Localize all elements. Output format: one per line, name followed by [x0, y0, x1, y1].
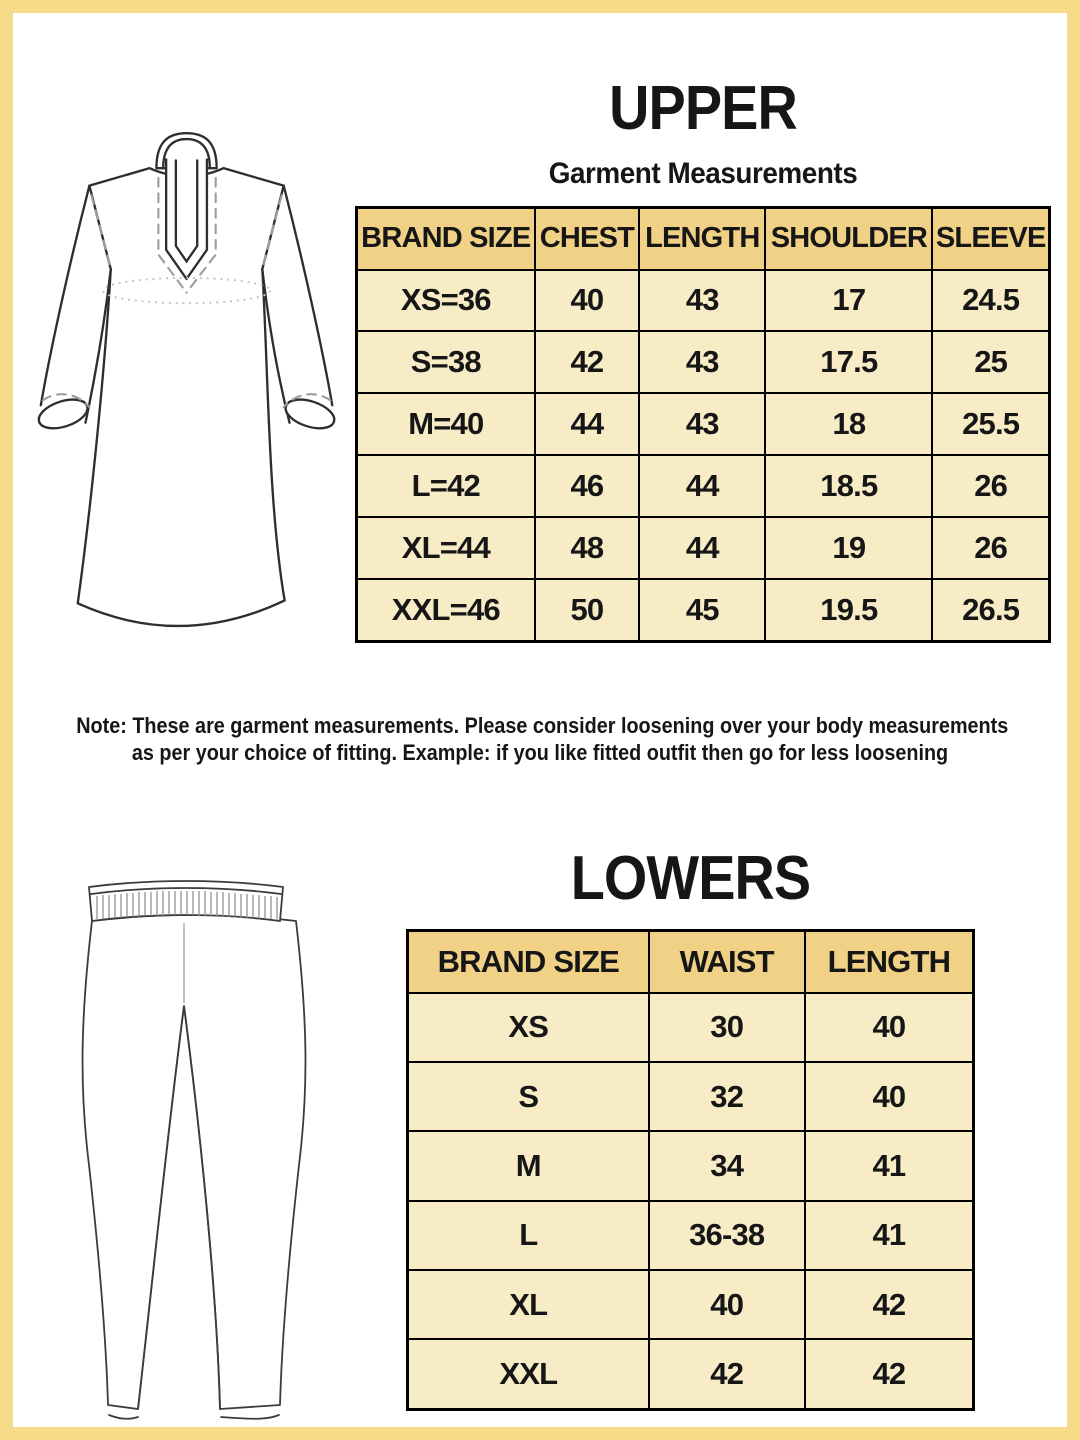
- column-header-shoulder: SHOULDER: [765, 208, 932, 270]
- upper-title: UPPER: [609, 74, 797, 143]
- table-cell: 44: [639, 517, 765, 579]
- table-row: [357, 393, 1050, 455]
- table-cell: 43: [639, 393, 765, 455]
- column-header-brand-size: BRAND SIZE: [357, 208, 535, 270]
- column-header-length: LENGTH: [805, 931, 974, 993]
- table-cell: 30: [649, 993, 805, 1062]
- table-cell: 42: [805, 1339, 974, 1409]
- table-cell: 19: [765, 517, 932, 579]
- table-cell: 42: [535, 331, 640, 393]
- upper-size-table: [355, 206, 1051, 643]
- table-row: [408, 1062, 974, 1131]
- table-cell: 43: [639, 331, 765, 393]
- upper-section-title: [355, 74, 1051, 143]
- table-cell: 26.5: [932, 579, 1049, 642]
- table-cell: 25: [932, 331, 1049, 393]
- table-cell: 44: [639, 455, 765, 517]
- table-cell: M: [408, 1131, 649, 1200]
- table-cell: 24.5: [932, 270, 1049, 332]
- column-header-sleeve: SLEEVE: [932, 208, 1049, 270]
- table-cell: XS: [408, 993, 649, 1062]
- table-cell: XL: [408, 1270, 649, 1339]
- table-cell: 46: [535, 455, 640, 517]
- measurement-note: [13, 712, 1067, 766]
- upper-subtitle: Garment Measurements: [548, 157, 858, 190]
- table-row: [408, 1131, 974, 1200]
- lowers-title: LOWERS: [570, 844, 811, 913]
- table-cell: 50: [535, 579, 640, 642]
- kurta-line-drawing-icon: [35, 125, 341, 665]
- leggings-illustration: [51, 875, 381, 1435]
- table-cell: S=38: [357, 331, 535, 393]
- table-cell: 40: [649, 1270, 805, 1339]
- table-row: [357, 331, 1050, 393]
- column-header-waist: WAIST: [649, 931, 805, 993]
- table-cell: 44: [535, 393, 640, 455]
- note-line-2: as per your choice of fitting. Example: if you like fitted outfit then go for less loosening: [131, 740, 949, 765]
- lowers-size-table: [406, 929, 975, 1411]
- table-cell: 25.5: [932, 393, 1049, 455]
- table-row: [357, 455, 1050, 517]
- upper-section-subtitle: [355, 157, 1051, 191]
- table-cell: 26: [932, 455, 1049, 517]
- table-cell: XS=36: [357, 270, 535, 332]
- table-row: [357, 270, 1050, 332]
- table-row: [357, 517, 1050, 579]
- kurta-illustration: [35, 125, 341, 665]
- table-row: [408, 1339, 974, 1409]
- table-cell: 36-38: [649, 1201, 805, 1270]
- table-cell: 43: [639, 270, 765, 332]
- table-cell: 17: [765, 270, 932, 332]
- table-cell: S: [408, 1062, 649, 1131]
- table-cell: 17.5: [765, 331, 932, 393]
- table-cell: 18.5: [765, 455, 932, 517]
- upper-table-header-row: [357, 208, 1050, 270]
- table-cell: M=40: [357, 393, 535, 455]
- table-cell: 18: [765, 393, 932, 455]
- table-cell: 40: [805, 1062, 974, 1131]
- table-cell: 42: [805, 1270, 974, 1339]
- table-cell: 41: [805, 1201, 974, 1270]
- column-header-chest: CHEST: [535, 208, 640, 270]
- table-cell: 32: [649, 1062, 805, 1131]
- table-cell: 34: [649, 1131, 805, 1200]
- table-cell: 41: [805, 1131, 974, 1200]
- table-row: [408, 1270, 974, 1339]
- table-cell: XXL=46: [357, 579, 535, 642]
- table-row: [408, 993, 974, 1062]
- column-header-length: LENGTH: [639, 208, 765, 270]
- table-cell: 19.5: [765, 579, 932, 642]
- table-cell: 48: [535, 517, 640, 579]
- table-cell: 40: [535, 270, 640, 332]
- table-cell: XL=44: [357, 517, 535, 579]
- table-cell: 40: [805, 993, 974, 1062]
- lowers-table-header-row: [408, 931, 974, 993]
- table-row: [357, 579, 1050, 642]
- table-cell: 45: [639, 579, 765, 642]
- table-cell: L=42: [357, 455, 535, 517]
- table-cell: 26: [932, 517, 1049, 579]
- table-cell: 42: [649, 1339, 805, 1409]
- table-row: [408, 1201, 974, 1270]
- note-line-1: Note: These are garment measurements. Please consider loosening over your body measurements: [76, 713, 1009, 738]
- column-header-brand-size: BRAND SIZE: [408, 931, 649, 993]
- leggings-line-drawing-icon: [51, 875, 381, 1435]
- table-cell: L: [408, 1201, 649, 1270]
- lowers-section-title: [406, 844, 975, 913]
- table-cell: XXL: [408, 1339, 649, 1409]
